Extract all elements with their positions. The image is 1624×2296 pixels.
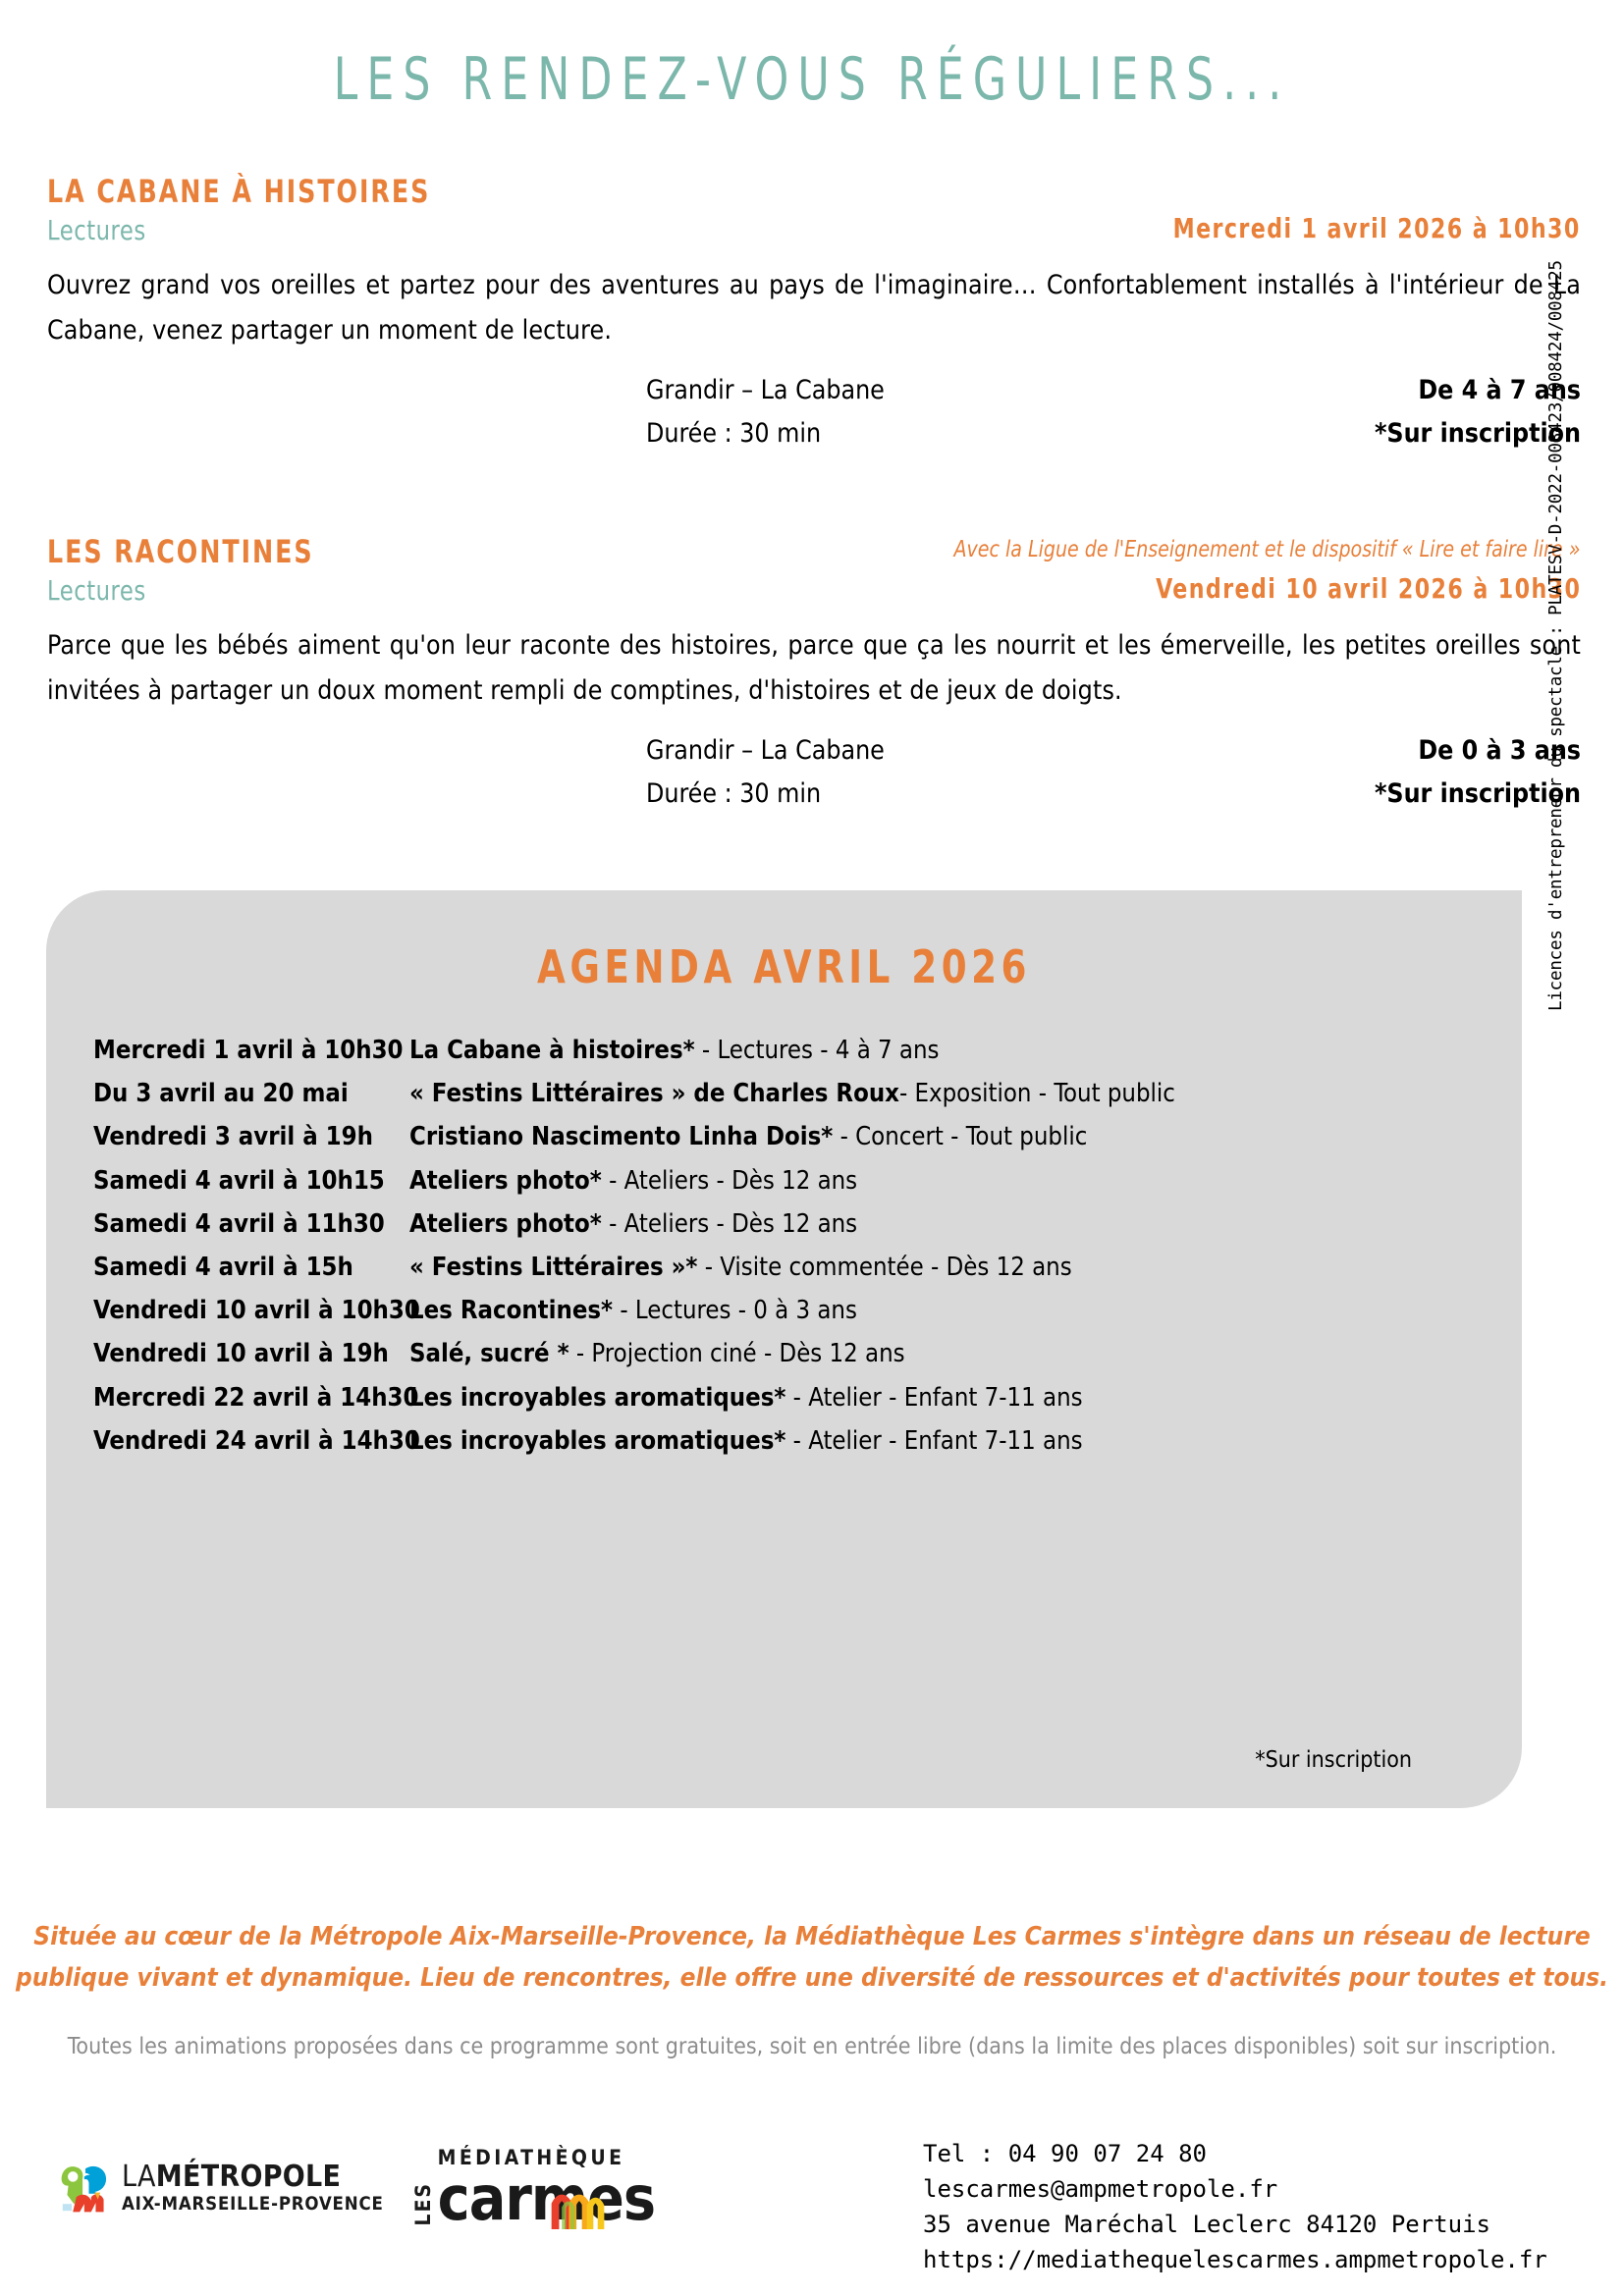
institution-blurb [0, 1916, 1624, 1999]
event-ages: De 0 à 3 ans [1418, 735, 1581, 766]
event-category: Lectures [47, 214, 146, 246]
agenda-row [46, 1166, 1522, 1209]
event-header [47, 533, 1581, 574]
carmes-logo [410, 2146, 656, 2234]
event-title: LA CABANE À HISTOIRES [47, 173, 431, 210]
event-duration: Durée : 30 min [646, 418, 822, 449]
metropole-metropole: MÉTROPOLE [155, 2159, 342, 2194]
agenda-row-event-name: Ateliers photo* [409, 1165, 602, 1196]
carmes-word-text: carmes [437, 2163, 656, 2234]
agenda-row [46, 1296, 1522, 1339]
event-location: Grandir – La Cabane [646, 375, 885, 405]
agenda-row-event [409, 1339, 905, 1368]
agenda-row-event-detail: - Concert - Tout public [833, 1122, 1088, 1152]
agenda-row [46, 1079, 1522, 1122]
agenda-row-date: Samedi 4 avril à 11h30 [93, 1208, 385, 1239]
carmes-mediatheque-label: MÉDIATHÈQUE [437, 2146, 625, 2169]
agenda-row-event-name: Salé, sucré * [409, 1339, 569, 1369]
agenda-row [46, 1253, 1522, 1296]
agenda-row-date: Vendredi 24 avril à 14h30 [93, 1425, 420, 1456]
agenda-row [46, 1209, 1522, 1253]
carmes-wordmark [437, 2163, 656, 2234]
agenda-row-event [409, 1036, 939, 1065]
page-footer [0, 2118, 1624, 2295]
legal-note: Toutes les animations proposées dans ce programme sont gratuites, soit en entrée libre (dans la limite des places disponibles) soit sur inscription. [67, 2034, 1557, 2059]
event-block-racontines [47, 533, 1581, 816]
agenda-row-event [409, 1426, 1083, 1456]
event-duration: Durée : 30 min [646, 778, 822, 809]
contact-address: 35 avenue Maréchal Leclerc 84120 Pertuis [923, 2211, 1490, 2238]
agenda-row-event-detail: - Atelier - Enfant 7-11 ans [785, 1382, 1083, 1413]
agenda-row-event-name: Cristiano Nascimento Linha Dois* [409, 1122, 834, 1152]
agenda-row-date: Samedi 4 avril à 15h [93, 1252, 353, 1282]
agenda-row-date: Mercredi 1 avril à 10h30 [93, 1036, 404, 1065]
page-title: LES RENDEZ-VOUS RÉGULIERS... [333, 45, 1291, 114]
event-subheader [47, 214, 1581, 253]
agenda-row-event-name: Les incroyables aromatiques* [409, 1382, 786, 1413]
agenda-row-event [409, 1209, 857, 1239]
agenda-footnote: *Sur inscription [1255, 1747, 1412, 1773]
metropole-logo [57, 2160, 384, 2216]
event-description: Ouvrez grand vos oreilles et partez pour des aventures au pays de l'imaginaire… Confortablement installés à l'intérieur de La Cabane, venez partager un moment de lecture. [47, 270, 1581, 346]
metropole-line-2: AIX-MARSEILLE-PROVENCE [122, 2193, 384, 2215]
agenda-row-event-detail: - Visite commentée - Dès 12 ans [697, 1252, 1072, 1282]
metropole-mark-icon [57, 2160, 114, 2216]
agenda-row-date: Du 3 avril au 20 mai [93, 1079, 349, 1109]
contact-email[interactable]: lescarmes@ampmetropole.fr [923, 2175, 1278, 2203]
event-location: Grandir – La Cabane [646, 735, 885, 766]
agenda-row-event-detail: - Lectures - 4 à 7 ans [694, 1036, 940, 1065]
event-location-duration [646, 729, 885, 816]
agenda-row [46, 1383, 1522, 1426]
carmes-stack [437, 2146, 656, 2234]
event-date: Mercredi 1 avril 2026 à 10h30 [1172, 212, 1581, 244]
agenda-row-event [409, 1166, 857, 1196]
event-meta [47, 369, 1581, 455]
carmes-les-label: LES [410, 2182, 435, 2226]
event-title: LES RACONTINES [47, 533, 314, 570]
agenda-title: AGENDA AVRIL 2026 [537, 940, 1031, 993]
licence-vertical-text: Licences d'entrepreneur du spectacle : PLATESV-D-2022-008423/008424/008425 [1546, 260, 1566, 1011]
agenda-row-date: Vendredi 3 avril à 19h [93, 1122, 373, 1152]
event-partner: Avec la Ligue de l'Enseignement et le dispositif « Lire et faire lire » [953, 537, 1581, 562]
contact-phone: Tel : 04 90 07 24 80 [923, 2140, 1207, 2167]
agenda-row-event-name: La Cabane à histoires* [409, 1036, 695, 1065]
agenda-row-event-detail: - Lectures - 0 à 3 ans [613, 1296, 857, 1326]
blurb-line-1: Située au cœur de la Métropole Aix-Marseille-Provence, la Médiathèque Les Carmes s'intègre dans un réseau de lecture [33, 1922, 1591, 1951]
event-subheader [47, 574, 1581, 614]
agenda-row [46, 1426, 1522, 1469]
agenda-row [46, 1036, 1522, 1079]
agenda-row [46, 1339, 1522, 1382]
blurb-line-2: publique vivant et dynamique. Lieu de rencontres, elle offre une diversité de ressources et d'activités pour toutes et tous. [15, 1963, 1609, 1993]
event-registration: *Sur inscription [1374, 418, 1581, 449]
agenda-row-date: Vendredi 10 avril à 10h30 [93, 1296, 420, 1326]
agenda-row-event-detail: - Ateliers - Dès 12 ans [601, 1208, 858, 1239]
agenda-row-event-detail: - Atelier - Enfant 7-11 ans [785, 1425, 1083, 1456]
event-description: Parce que les bébés aiment qu'on leur raconte des histoires, parce que ça les nourrit et les émerveille, les petites oreilles sont invitées à partager un doux moment rempli de comptines, d'histoires et de jeux de doigts. [47, 630, 1581, 706]
agenda-row-event-detail: - Ateliers - Dès 12 ans [601, 1165, 858, 1196]
event-category: Lectures [47, 574, 146, 607]
agenda-list [46, 1036, 1522, 1469]
agenda-row-date: Mercredi 22 avril à 14h30 [93, 1382, 419, 1413]
metropole-la: LA [122, 2159, 156, 2194]
agenda-row-event-name: Les incroyables aromatiques* [409, 1425, 786, 1456]
event-header [47, 173, 1581, 214]
agenda-row-event [409, 1253, 1072, 1282]
agenda-row-date: Samedi 4 avril à 10h15 [93, 1165, 385, 1196]
agenda-row-event-name: Les Racontines* [409, 1296, 614, 1326]
event-meta [47, 729, 1581, 816]
agenda-row-date: Vendredi 10 avril à 19h [93, 1339, 389, 1369]
metropole-line-1 [122, 2159, 384, 2194]
agenda-row-event [409, 1079, 1175, 1108]
metropole-wordmark [122, 2159, 384, 2215]
agenda-row-event-name: Ateliers photo* [409, 1208, 602, 1239]
contact-block [923, 2136, 1547, 2277]
event-date: Vendredi 10 avril 2026 à 10h30 [1155, 572, 1581, 605]
event-block-cabane [47, 173, 1581, 455]
event-ages: De 4 à 7 ans [1418, 375, 1581, 405]
contact-website[interactable]: https://mediathequelescarmes.ampmetropole.fr [923, 2246, 1547, 2273]
logo-group [57, 2146, 656, 2234]
agenda-row-event-detail: - Exposition - Tout public [898, 1079, 1175, 1109]
event-registration: *Sur inscription [1374, 778, 1581, 809]
agenda-row [46, 1122, 1522, 1165]
agenda-row-event-name: « Festins Littéraires »* [409, 1252, 698, 1282]
event-location-duration [646, 369, 885, 455]
agenda-row-event-name: « Festins Littéraires » de Charles Roux [409, 1079, 899, 1109]
agenda-row-event [409, 1122, 1087, 1151]
agenda-row-event [409, 1383, 1083, 1413]
agenda-row-event [409, 1296, 857, 1325]
agenda-panel [46, 890, 1522, 1808]
agenda-row-event-detail: - Projection ciné - Dès 12 ans [568, 1339, 905, 1369]
